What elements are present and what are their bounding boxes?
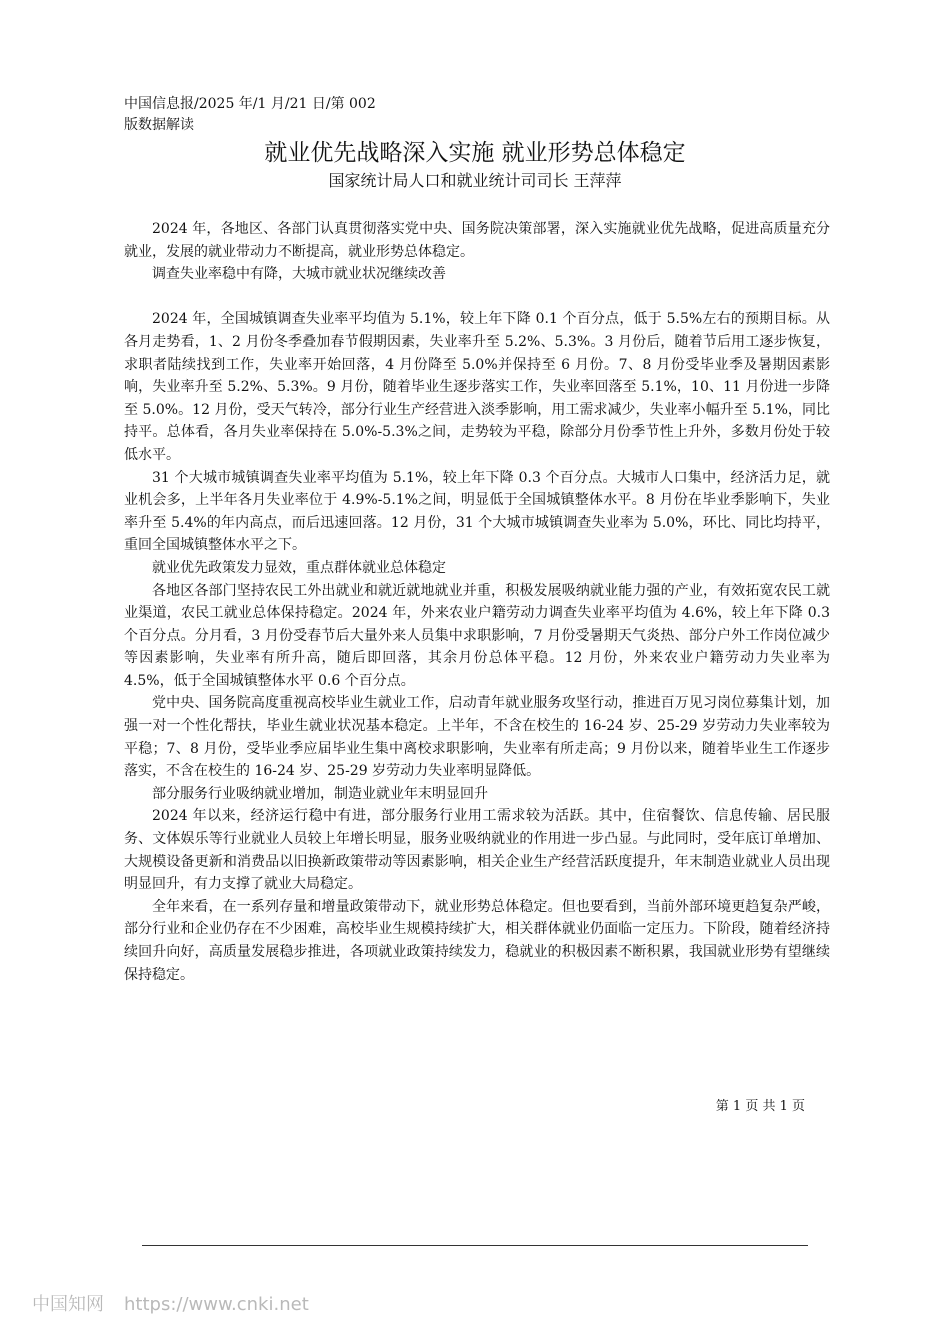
source-citation	[124, 94, 376, 136]
paragraph-migrant-workers: 各地区各部门坚持农民工外出就业和就近就地就业并重，积极发展吸纳就业能力强的产业，有效拓宽农民工就业渠道，农民工就业总体保持稳定。2024 年，外来农业户籍劳动力调查失业率平均值为 4.6%，较上年下降 0.3 个百分点。分月看，3 月份受春节后大量外来人员集中求职影响，7 月份受暑期天气炎热、部分户外工作岗位减少等因素影响，失业率有所升高，随后即回落，其余月份总体平稳。12 月份，外来农业户籍劳动力失业率为 4.5%，低于全国城镇整体水平 0.6 个百分点。	[124, 582, 830, 689]
paragraph-services-manufacturing: 2024 年以来，经济运行稳中有进，部分服务行业用工需求较为活跃。其中，住宿餐饮、信息传输、居民服务、文体娱乐等行业就业人员较上年增长明显，服务业吸纳就业的作用进一步凸显。与此同时，受年底订单增加、大规模设备更新和消费品以旧换新政策带动等因素影响，相关企业生产经营活跃度提升，年末制造业就业人员出现明显回升，有力支撑了就业大局稳定。	[124, 808, 830, 893]
source-line-2: 版数据解读	[124, 117, 194, 133]
watermark-brand: 中国知网	[32, 1294, 104, 1315]
section-heading-unemployment: 调查失业率稳中有降，大城市就业状况继续改善	[152, 266, 446, 283]
article-author: 国家统计局人口和就业统计司司长 王萍萍	[328, 171, 622, 190]
watermark-url: https://www.cnki.net	[124, 1294, 309, 1315]
page-number: 第 1 页 共 1 页	[715, 1099, 805, 1114]
paragraph-big-cities: 31 个大城市城镇调查失业率平均值为 5.1%，较上年下降 0.3 个百分点。大城市人口集中，经济活力足，就业机会多，上半年各月失业率位于 4.9%-5.1%之间，明显低于全国城镇整体水平。8 月份在毕业季影响下，失业率升至 5.4%的年内高点，而后迅速回落。12 月份，31 个大城市城镇调查失业率为 5.0%，环比、同比均持平，重回全国城镇整体水平之下。	[124, 469, 830, 554]
source-line-1: 中国信息报/2025 年/1 月/21 日/第 002	[124, 96, 376, 112]
article-body	[124, 218, 830, 986]
paragraph-outlook: 全年来看，在一系列存量和增量政策带动下，就业形势总体稳定。但也要看到，当前外部环境更趋复杂严峻，部分行业和企业仍存在不少困难，高校毕业生规模持续扩大，相关群体就业仍面临一定压力。下阶段，随着经济持续回升向好，高质量发展稳步推进，各项就业政策持续发力，稳就业的积极因素不断积累，我国就业形势有望继续保持稳定。	[124, 898, 830, 983]
section-heading-policy: 就业优先政策发力显效，重点群体就业总体稳定	[152, 559, 446, 576]
article-title: 就业优先战略深入实施 就业形势总体稳定	[264, 140, 686, 166]
section-heading-industries: 部分服务行业吸纳就业增加，制造业就业年末明显回升	[152, 785, 488, 802]
paragraph-graduates: 党中央、国务院高度重视高校毕业生就业工作，启动青年就业服务攻坚行动，推进百万见习岗位募集计划，加强一对一个性化帮扶，毕业生就业状况基本稳定。上半年，不含在校生的 16-24 岁、25-29 岁劳动力失业率较为平稳；7、8 月份，受毕业季应届毕业生集中离校求职影响，失业率有所走高；9 月份以来，随着毕业生工作逐步落实，不含在校生的 16-24 岁、25-29 岁劳动力失业率明显降低。	[124, 695, 830, 780]
paragraph-intro: 2024 年，各地区、各部门认真贯彻落实党中央、国务院决策部署，深入实施就业优先战略，促进高质量充分就业，发展的就业带动力不断提高，就业形势总体稳定。	[124, 221, 830, 260]
cnki-watermark	[32, 1292, 309, 1318]
paragraph-national-rate: 2024 年，全国城镇调查失业率平均值为 5.1%，较上年下降 0.1 个百分点，低于 5.5%左右的预期目标。从各月走势看，1、2 月份冬季叠加春节假期因素，失业率升至 5.2%、5.3%。3 月份后，随着节后用工逐步恢复，求职者陆续找到工作，失业率开始回落，4 月份降至 5.0%并保持至 6 月份。7、8 月份受毕业季及暑期因素影响，失业率升至 5.2%、5.3%。9 月份，随着毕业生逐步落实工作，失业率回落至 5.1%，10、11 月份进一步降至 5.0%。12 月份，受天气转冷，部分行业生产经营进入淡季影响，用工需求减少，失业率小幅升至 5.1%，同比持平。总体看，各月失业率保持在 5.0%-5.3%之间，走势较为平稳，除部分月份季节性上升外，多数月份处于较低水平。	[124, 311, 830, 463]
footer-divider	[142, 1245, 808, 1246]
